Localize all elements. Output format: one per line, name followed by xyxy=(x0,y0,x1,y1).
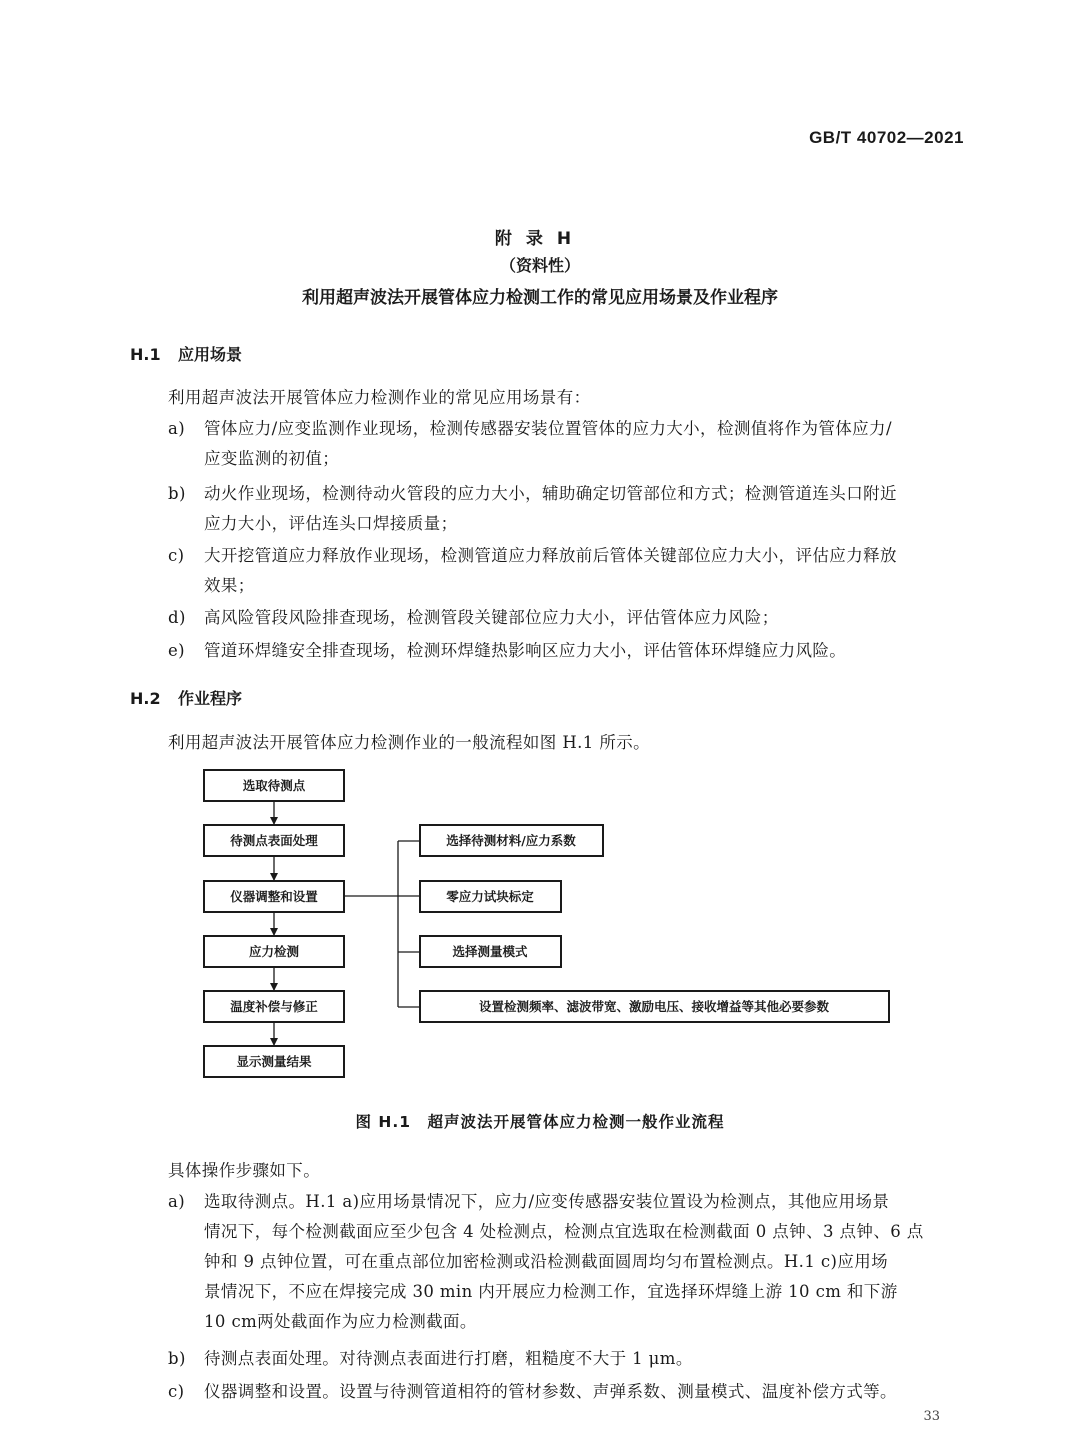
section-title: 作业程序 xyxy=(178,689,243,708)
flowchart-figure xyxy=(0,760,1080,1090)
list-text: 仪器调整和设置。设置与待测管道相符的管材参数、声弹系数、测量模式、温度补偿方式等。 xyxy=(204,1382,897,1401)
list-label: b) xyxy=(168,1349,186,1368)
section-heading-h1 xyxy=(130,342,242,365)
flow-step-label: 显示测量结果 xyxy=(236,1054,312,1069)
annex-subtitle: 利用超声波法开展管体应力检测工作的常见应用场景及作业程序 xyxy=(302,288,778,308)
list-item xyxy=(168,636,968,666)
section-heading-h2 xyxy=(130,686,242,709)
list-label: a) xyxy=(168,1192,186,1211)
standard-number: GB/T 40702—2021 xyxy=(809,128,964,147)
list-label: d) xyxy=(168,608,186,627)
section2-intro: 利用超声波法开展管体应力检测作业的一般流程如图 H.1 所示。 xyxy=(168,733,651,752)
section1-intro: 利用超声波法开展管体应力检测作业的常见应用场景有： xyxy=(168,388,591,407)
list-item xyxy=(168,414,968,474)
list-text: 高风险管段风险排查现场，检测管段关键部位应力大小，评估管体应力风险； xyxy=(204,608,779,627)
steps-intro: 具体操作步骤如下。 xyxy=(168,1161,321,1180)
flow-side-material-coefficient xyxy=(420,825,603,856)
list-text: 效果； xyxy=(204,576,255,595)
list-item xyxy=(168,479,968,539)
list-text: 大开挖管道应力释放作业现场，检测管道应力释放前后管体关键部位应力大小，评估应力释放 xyxy=(204,546,897,565)
page-number: 33 xyxy=(923,1409,940,1424)
section-number: H.1 xyxy=(130,345,161,364)
flow-side-label: 选择测量模式 xyxy=(452,944,528,959)
section-title: 应用场景 xyxy=(178,345,243,364)
list-text: 动火作业现场，检测待动火管段的应力大小，辅助确定切管部位和方式；检测管道连头口附近 xyxy=(204,484,897,503)
flow-step-temperature-compensation xyxy=(204,991,344,1022)
flow-step-label: 选取待测点 xyxy=(242,778,306,793)
list-text: 选取待测点。H.1 a)应用场景情况下，应力/应变传感器安装位置设为检测点，其他应用场景 xyxy=(204,1192,890,1211)
section-number: H.2 xyxy=(130,689,161,708)
step-item xyxy=(168,1344,968,1374)
list-text: 10 cm两处截面作为应力检测截面。 xyxy=(204,1312,477,1331)
flow-step-label: 应力检测 xyxy=(248,944,300,959)
flow-step-label: 仪器调整和设置 xyxy=(230,889,318,904)
flow-step-select-point xyxy=(204,770,344,801)
flow-side-other-parameters xyxy=(420,991,889,1022)
annex-type: （资料性） xyxy=(499,256,580,275)
list-text: 钟和 9 点钟位置，可在重点部位加密检测或沿检测截面圆周均匀布置检测点。H.1 c)应用场 xyxy=(204,1252,889,1271)
list-item xyxy=(168,603,968,633)
list-text: 管道环焊缝安全排查现场，检测环焊缝热影响区应力大小，评估管体环焊缝应力风险。 xyxy=(204,641,847,660)
list-text: 应力大小，评估连头口焊接质量； xyxy=(204,514,458,533)
list-text: 管体应力/应变监测作业现场，检测传感器安装位置管体的应力大小，检测值将作为管体应力/ xyxy=(204,419,892,438)
flow-step-display-result xyxy=(204,1046,344,1077)
list-label: b) xyxy=(168,484,186,503)
flow-step-label: 温度补偿与修正 xyxy=(230,999,318,1014)
annex-title: 附录H xyxy=(494,229,586,249)
list-label: a) xyxy=(168,419,186,438)
list-label: e) xyxy=(168,641,186,660)
flow-side-label: 零应力试块标定 xyxy=(446,889,534,904)
flow-step-instrument-setup xyxy=(204,881,344,912)
flow-side-label: 设置检测频率、滤波带宽、激励电压、接收增益等其他必要参数 xyxy=(478,999,830,1014)
flow-side-measurement-mode xyxy=(420,936,561,967)
list-label: c) xyxy=(168,1382,185,1401)
flow-side-label: 选择待测材料/应力系数 xyxy=(446,833,576,848)
flow-step-label: 待测点表面处理 xyxy=(230,833,318,848)
flow-step-stress-detection xyxy=(204,936,344,967)
list-text: 景情况下，不应在焊接完成 30 min 内开展应力检测工作，宜选择环焊缝上游 10 cm 和下游 xyxy=(204,1282,898,1301)
flow-step-surface-treatment xyxy=(204,825,344,856)
figure-caption: 图 H.1 超声波法开展管体应力检测一般作业流程 xyxy=(355,1113,725,1131)
list-text: 应变监测的初值； xyxy=(204,449,340,468)
list-item xyxy=(168,541,968,601)
step-item xyxy=(168,1377,968,1407)
list-text: 待测点表面处理。对待测点表面进行打磨，粗糙度不大于 1 μm。 xyxy=(204,1349,693,1368)
step-item xyxy=(168,1187,968,1337)
list-text: 情况下，每个检测截面应至少包含 4 处检测点，检测点宜选取在检测截面 0 点钟、3 点钟、6 点 xyxy=(204,1222,924,1241)
list-label: c) xyxy=(168,546,185,565)
flow-side-zero-stress-calibration xyxy=(420,881,561,912)
